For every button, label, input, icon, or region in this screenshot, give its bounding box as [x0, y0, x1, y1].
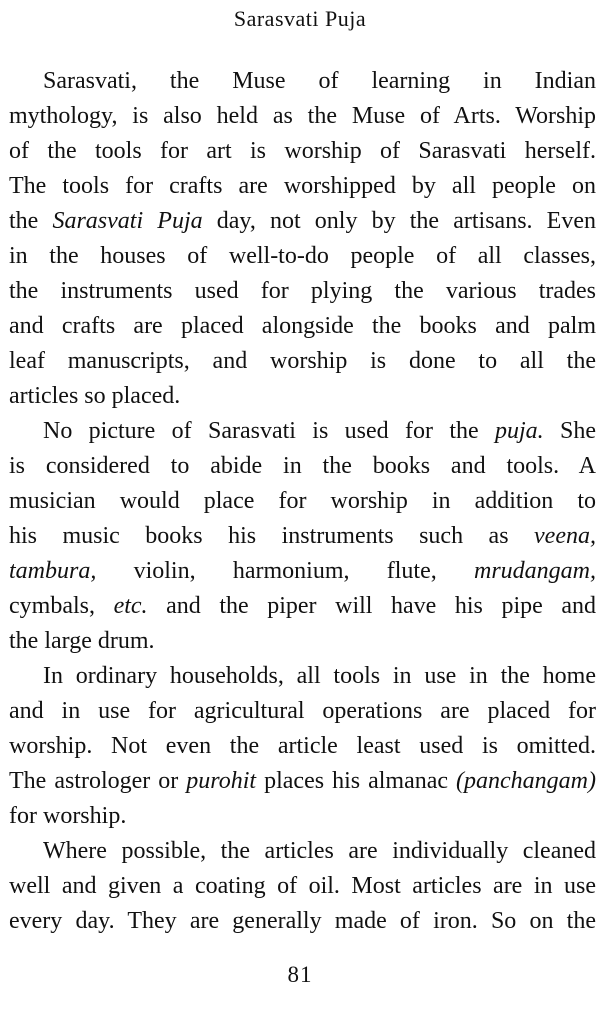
text-run: day, not only by the artisans. Even — [202, 208, 596, 234]
text-run: violin, harmonium, flute, — [96, 558, 474, 584]
text-run: She — [543, 418, 596, 444]
text-line — [9, 694, 596, 729]
text-line — [43, 414, 596, 449]
text-line — [9, 624, 155, 659]
text-run: cymbals, — [9, 593, 114, 619]
text-line — [9, 169, 596, 204]
text-line — [9, 869, 596, 904]
text-line — [43, 834, 596, 869]
text-line — [9, 589, 596, 624]
text-line — [9, 729, 596, 764]
text-run: the large drum. — [9, 628, 155, 654]
text-run: The tools for crafts are worshipped by all people on — [9, 173, 596, 199]
text-line — [9, 274, 596, 309]
text-run: for worship. — [9, 803, 127, 829]
text-line — [9, 99, 596, 134]
text-run: is considered to abide in the books and tools. A — [9, 453, 596, 479]
italic-text: (panchangam) — [456, 768, 596, 794]
text-line — [9, 204, 596, 239]
text-run: Sarasvati, the Muse of learning in Indian — [43, 68, 596, 94]
text-line — [9, 134, 596, 169]
text-line — [9, 484, 596, 519]
italic-text: mrudangam, — [473, 558, 596, 584]
running-head: Sarasvati Puja — [233, 6, 367, 31]
italic-text: Sarasvati Puja — [52, 208, 203, 234]
text-line — [9, 344, 596, 379]
text-run: worship. Not even the article least used is omitted. — [9, 733, 596, 759]
text-run: and the piper will have his pipe and — [147, 593, 597, 619]
text-run: and crafts are placed alongside the books and palm — [9, 313, 596, 339]
text-run: the — [9, 208, 53, 234]
text-line — [9, 904, 596, 939]
italic-text: purohit — [186, 768, 257, 794]
text-line — [9, 554, 596, 589]
text-line — [43, 659, 596, 694]
text-run: articles so placed. — [9, 383, 181, 409]
text-line — [9, 449, 596, 484]
italic-text: tambura, — [9, 558, 97, 584]
text-line — [9, 239, 596, 274]
text-run: his music books his instruments such as — [9, 523, 535, 549]
text-run: well and given a coating of oil. Most articles are in use — [9, 873, 596, 899]
text-run: leaf manuscripts, and worship is done to all the — [9, 348, 596, 374]
italic-text: puja. — [494, 418, 544, 444]
italic-text: etc. — [113, 593, 148, 619]
text-run: in the houses of well-to-do people of all classes, — [9, 243, 596, 269]
text-run: No picture of Sarasvati is used for the — [43, 418, 495, 444]
text-run: Where possible, the articles are individually cleaned — [43, 838, 596, 864]
text-run: every day. They are generally made of iron. So on the — [9, 908, 596, 934]
text-line — [9, 764, 596, 799]
text-run: musician would place for worship in addition to — [9, 488, 596, 514]
text-line — [43, 64, 596, 99]
text-run: In ordinary households, all tools in use in the home — [43, 663, 596, 689]
page-number: 81 — [287, 962, 313, 987]
text-line — [9, 799, 126, 834]
text-run: The astrologer or — [9, 768, 187, 794]
text-line — [9, 309, 596, 344]
text-run: the instruments used for plying the various trades — [9, 278, 596, 304]
text-run: of the tools for art is worship of Sarasvati herself. — [9, 138, 596, 164]
italic-text: veena, — [534, 523, 596, 549]
text-line — [9, 379, 180, 414]
text-run: mythology, is also held as the Muse of Arts. Worship — [9, 103, 596, 129]
text-run: and in use for agricultural operations are placed for — [9, 698, 596, 724]
text-line — [9, 519, 596, 554]
text-run: places his almanac — [256, 768, 457, 794]
